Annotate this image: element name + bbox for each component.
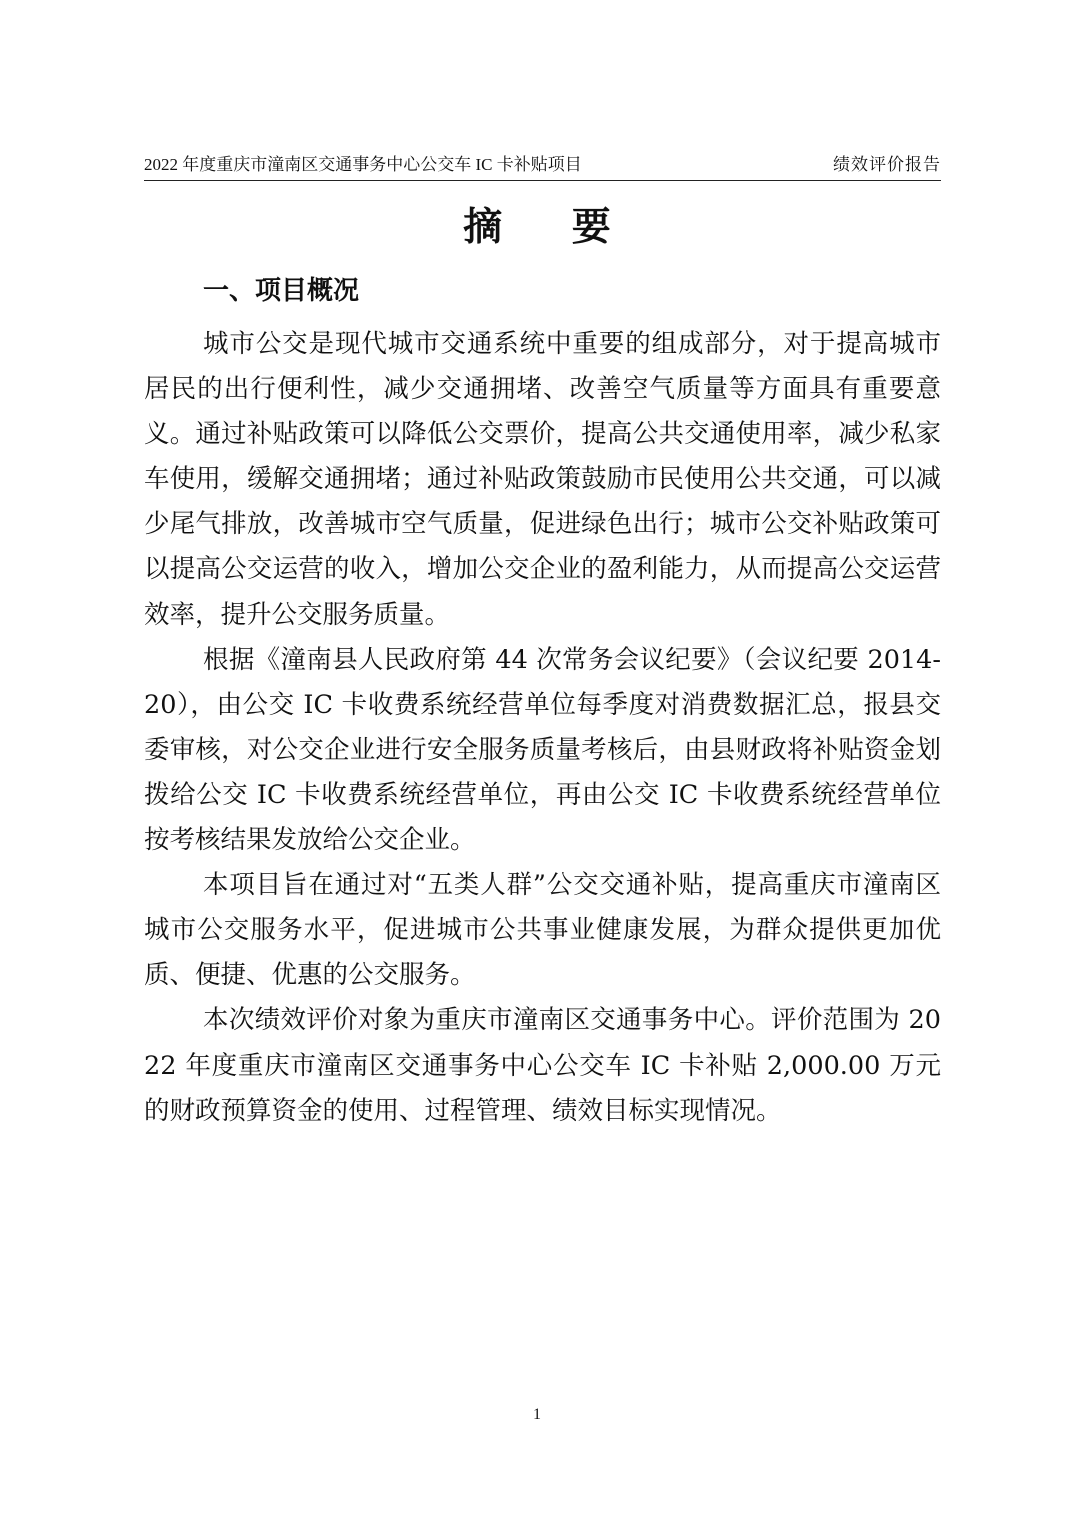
- header-report-type: 绩效评价报告: [833, 155, 941, 174]
- section-heading: 一、项目概况: [203, 276, 360, 306]
- paragraph-policy-basis: 根据《潼南县人民政府第 44 次常务会议纪要》（会议纪要 2014-20），由公交 IC 卡收费系统经营单位每季度对消费数据汇总，报县交委审核，对公交企业进行安全服务质量考核后，由县财政将补贴资金划拨给公交 IC 卡收费系统经营单位，再由公交 IC 卡收费系统经营单位按考核结果发放给公交企业。: [144, 644, 941, 856]
- header-report-title: 2022 年度重庆市潼南区交通事务中心公交车 IC 卡补贴项目: [144, 155, 582, 174]
- page-number: 1: [533, 1406, 541, 1423]
- page-header: [144, 152, 941, 181]
- paragraph-evaluation-scope: 本次绩效评价对象为重庆市潼南区交通事务中心。评价范围为 2022 年度重庆市潼南区交通事务中心公交车 IC 卡补贴 2,000.00 万元的财政预算资金的使用、过程管理、绩效目标实现情况。: [144, 1005, 941, 1126]
- paragraph-overview: 城市公交是现代城市交通系统中重要的组成部分，对于提高城市居民的出行便利性，减少交通拥堵、改善空气质量等方面具有重要意义。通过补贴政策可以降低公交票价，提高公共交通使用率，减少私家车使用，缓解交通拥堵；通过补贴政策鼓励市民使用公共交通，可以减少尾气排放，改善城市空气质量，促进绿色出行；城市公交补贴政策可以提高公交运营的收入，增加公交企业的盈利能力，从而提高公交运营效率，提升公交服务质量。: [144, 329, 941, 630]
- paragraph-project-goal: 本项目旨在通过对“五类人群”公交交通补贴，提高重庆市潼南区城市公交服务水平，促进城市公共事业健康发展，为群众提供更加优质、便捷、优惠的公交服务。: [144, 870, 941, 991]
- document-title: 摘 要: [463, 205, 639, 250]
- body-text: [144, 322, 941, 1134]
